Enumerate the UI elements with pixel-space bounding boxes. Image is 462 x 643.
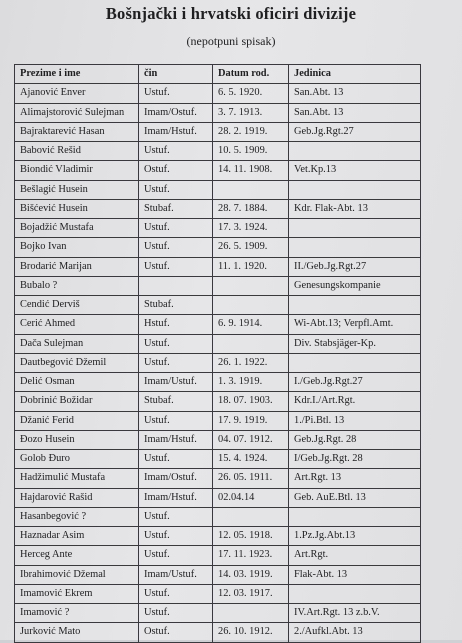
cell-unit [289, 238, 421, 257]
table-row [15, 199, 421, 218]
cell-birthdate: 18. 07. 1903. [213, 392, 289, 411]
table-row [15, 604, 421, 623]
cell-unit: Kdr. Flak-Abt. 13 [289, 199, 421, 218]
cell-name: Džanić Ferid [15, 411, 139, 430]
cell-birthdate: 12. 03. 1917. [213, 584, 289, 603]
cell-unit: Geb.Jg.Rgt.27 [289, 122, 421, 141]
cell-birthdate: 02.04.14 [213, 488, 289, 507]
cell-rank: Imam/Hstuf. [139, 122, 213, 141]
cell-rank: Imam/Ustuf. [139, 565, 213, 584]
cell-name: Golob Đuro [15, 450, 139, 469]
cell-name: Ibrahimović Džemal [15, 565, 139, 584]
cell-rank: Imam/Ostuf. [139, 103, 213, 122]
table-row [15, 219, 421, 238]
cell-unit: Div. Stabsjäger-Kp. [289, 334, 421, 353]
table-header-row [15, 65, 421, 84]
cell-name: Hadžimulić Mustafa [15, 469, 139, 488]
table-row [15, 238, 421, 257]
cell-birthdate: 26. 1. 1922. [213, 353, 289, 372]
cell-unit: I/Geb.Jg.Rgt. 28 [289, 450, 421, 469]
table-row [15, 180, 421, 199]
cell-birthdate: 26. 5. 1909. [213, 238, 289, 257]
cell-unit: 1./Pi.Btl. 13 [289, 411, 421, 430]
cell-birthdate: 28. 7. 1884. [213, 199, 289, 218]
cell-rank: Ostuf. [139, 623, 213, 642]
cell-name: Babović Rešid [15, 142, 139, 161]
cell-unit: San.Abt. 13 [289, 103, 421, 122]
table-row [15, 103, 421, 122]
table-row [15, 546, 421, 565]
cell-name: Dača Sulejman [15, 334, 139, 353]
table-row [15, 276, 421, 295]
cell-unit: Flak-Abt. 13 [289, 565, 421, 584]
table-row [15, 450, 421, 469]
cell-birthdate: 12. 05. 1918. [213, 527, 289, 546]
column-header-birthdate: Datum rod. [213, 65, 289, 84]
cell-unit [289, 507, 421, 526]
cell-birthdate: 15. 4. 1924. [213, 450, 289, 469]
cell-rank: Ustuf. [139, 450, 213, 469]
cell-name: Cerić Ahmed [15, 315, 139, 334]
cell-rank: Ustuf. [139, 219, 213, 238]
cell-name: Imamović Ekrem [15, 584, 139, 603]
cell-name: Brodarić Marijan [15, 257, 139, 276]
cell-unit [289, 219, 421, 238]
cell-birthdate: 17. 9. 1919. [213, 411, 289, 430]
cell-birthdate: 28. 2. 1919. [213, 122, 289, 141]
cell-name: Biondić Vladimir [15, 161, 139, 180]
table-row [15, 469, 421, 488]
cell-unit: 1.Pz.Jg.Abt.13 [289, 527, 421, 546]
table-row [15, 257, 421, 276]
cell-name: Hasanbegović ? [15, 507, 139, 526]
table-row [15, 430, 421, 449]
table-row [15, 392, 421, 411]
cell-rank: Imam/Ustuf. [139, 373, 213, 392]
table-body [15, 84, 421, 642]
table-row [15, 373, 421, 392]
cell-rank: Ustuf. [139, 180, 213, 199]
table-row [15, 142, 421, 161]
cell-rank: Stubaf. [139, 199, 213, 218]
column-header-unit: Jedinica [289, 65, 421, 84]
cell-unit [289, 584, 421, 603]
cell-unit: Kdr.I./Art.Rgt. [289, 392, 421, 411]
table-row [15, 584, 421, 603]
document-subtitle: (nepotpuni spisak) [186, 34, 276, 48]
cell-unit: 2./Aufkl.Abt. 13 [289, 623, 421, 642]
table-row [15, 488, 421, 507]
cell-rank: Ustuf. [139, 507, 213, 526]
cell-rank: Ustuf. [139, 604, 213, 623]
cell-name: Dautbegović Džemil [15, 353, 139, 372]
table-row [15, 334, 421, 353]
cell-birthdate: 10. 5. 1909. [213, 142, 289, 161]
cell-birthdate: 17. 3. 1924. [213, 219, 289, 238]
cell-birthdate: 1. 3. 1919. [213, 373, 289, 392]
table-row [15, 527, 421, 546]
column-header-rank: čin [139, 65, 213, 84]
cell-unit [289, 353, 421, 372]
cell-name: Ajanović Enver [15, 84, 139, 103]
cell-birthdate [213, 334, 289, 353]
cell-unit: II./Geb.Jg.Rgt.27 [289, 257, 421, 276]
cell-rank: Imam/Hstuf. [139, 488, 213, 507]
cell-unit [289, 142, 421, 161]
cell-birthdate [213, 507, 289, 526]
cell-unit: Wi-Abt.13; Verpfl.Amt. [289, 315, 421, 334]
cell-rank: Imam/Ostuf. [139, 469, 213, 488]
cell-name: Bojadžić Mustafa [15, 219, 139, 238]
cell-birthdate: 11. 1. 1920. [213, 257, 289, 276]
table-row [15, 623, 421, 642]
cell-name: Cendić Derviš [15, 296, 139, 315]
cell-name: Imamović ? [15, 604, 139, 623]
cell-rank: Ustuf. [139, 238, 213, 257]
cell-birthdate: 04. 07. 1912. [213, 430, 289, 449]
cell-birthdate [213, 276, 289, 295]
cell-name: Đozo Husein [15, 430, 139, 449]
cell-name: Bajraktarević Hasan [15, 122, 139, 141]
cell-rank: Ustuf. [139, 584, 213, 603]
officers-table [14, 64, 421, 643]
cell-name: Haznadar Asim [15, 527, 139, 546]
cell-rank: Imam/Hstuf. [139, 430, 213, 449]
cell-rank: Ustuf. [139, 411, 213, 430]
cell-unit: San.Abt. 13 [289, 84, 421, 103]
cell-rank: Stubaf. [139, 392, 213, 411]
cell-rank: Stubaf. [139, 296, 213, 315]
table-row [15, 353, 421, 372]
table-row [15, 84, 421, 103]
cell-birthdate [213, 296, 289, 315]
cell-unit: Art.Rgt. [289, 546, 421, 565]
cell-unit: I./Geb.Jg.Rgt.27 [289, 373, 421, 392]
cell-rank: Ustuf. [139, 142, 213, 161]
table-row [15, 161, 421, 180]
cell-unit: Geb. AuE.Btl. 13 [289, 488, 421, 507]
cell-rank: Ustuf. [139, 546, 213, 565]
cell-unit [289, 180, 421, 199]
cell-unit: Genesungskompanie [289, 276, 421, 295]
cell-unit: Vet.Kp.13 [289, 161, 421, 180]
column-header-name: Prezime i ime [15, 65, 139, 84]
cell-unit: IV.Art.Rgt. 13 z.b.V. [289, 604, 421, 623]
cell-name: Bešlagić Husein [15, 180, 139, 199]
cell-unit: Art.Rgt. 13 [289, 469, 421, 488]
cell-rank: Hstuf. [139, 315, 213, 334]
cell-birthdate: 3. 7. 1913. [213, 103, 289, 122]
cell-birthdate: 26. 05. 1911. [213, 469, 289, 488]
table-row [15, 122, 421, 141]
cell-birthdate [213, 180, 289, 199]
cell-name: Hajdarović Rašid [15, 488, 139, 507]
table-row [15, 296, 421, 315]
cell-name: Alimajstorović Sulejman [15, 103, 139, 122]
cell-rank: Ustuf. [139, 257, 213, 276]
cell-birthdate: 6. 5. 1920. [213, 84, 289, 103]
cell-name: Bojko Ivan [15, 238, 139, 257]
table-row [15, 411, 421, 430]
table-row [15, 507, 421, 526]
cell-rank: Ostuf. [139, 161, 213, 180]
cell-birthdate: 14. 11. 1908. [213, 161, 289, 180]
table-row [15, 315, 421, 334]
cell-unit: Geb.Jg.Rgt. 28 [289, 430, 421, 449]
cell-name: Dobrinić Božidar [15, 392, 139, 411]
cell-birthdate: 17. 11. 1923. [213, 546, 289, 565]
cell-name: Herceg Ante [15, 546, 139, 565]
cell-name: Bubalo ? [15, 276, 139, 295]
cell-name: Jurković Mato [15, 623, 139, 642]
cell-birthdate: 26. 10. 1912. [213, 623, 289, 642]
cell-rank: Ustuf. [139, 84, 213, 103]
table-row [15, 565, 421, 584]
cell-rank: Ustuf. [139, 353, 213, 372]
document-title: Bošnjački i hrvatski oficiri divizije [105, 4, 357, 23]
cell-name: Bišćević Husein [15, 199, 139, 218]
cell-birthdate: 14. 03. 1919. [213, 565, 289, 584]
cell-birthdate: 6. 9. 1914. [213, 315, 289, 334]
cell-unit [289, 296, 421, 315]
cell-rank: Ustuf. [139, 334, 213, 353]
cell-name: Delić Osman [15, 373, 139, 392]
cell-birthdate [213, 604, 289, 623]
cell-rank: Ustuf. [139, 527, 213, 546]
cell-rank [139, 276, 213, 295]
